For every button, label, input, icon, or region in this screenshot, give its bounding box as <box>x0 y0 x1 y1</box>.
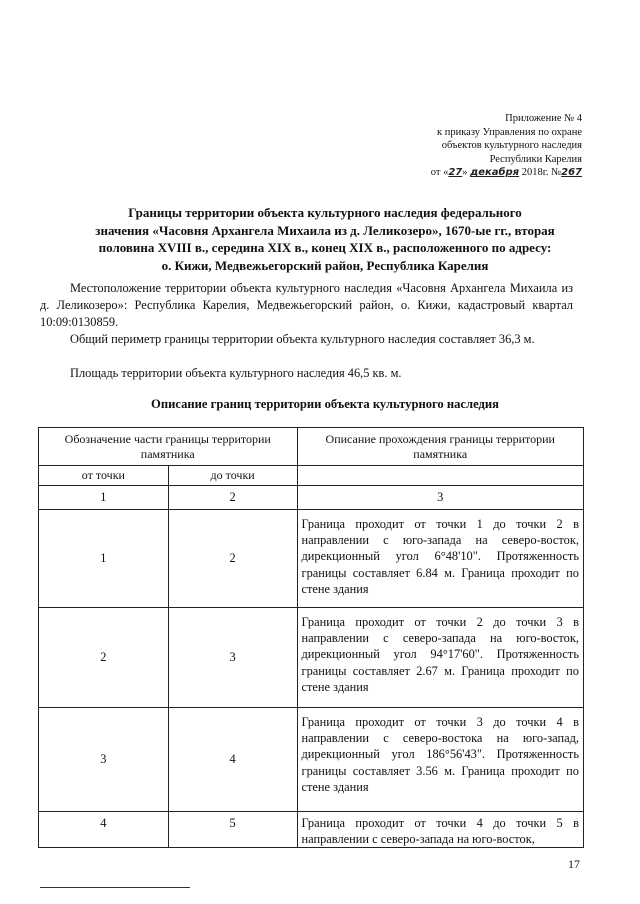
boundary-description: Граница проходит от точки 2 до точки 3 в направлении с северо-запада на юго-восток, дирекционный угол 94°17'60". Протяженность границы составляет 2.67 м. Граница проходит по стене здания <box>297 608 584 708</box>
annex-header <box>322 112 582 180</box>
location-text: Местоположение территории объекта культурного наследия «Часовня Архангела Михаила из д. Леликозеро»: Республика Карелия, Медвежьегорский район, о. Кижи, кадастровый квартал 10:09:0130859. <box>40 281 573 329</box>
table-header-row <box>39 428 584 466</box>
handwritten-month: декабря <box>470 167 520 179</box>
page-number: 17 <box>568 857 580 871</box>
date-sep: » <box>462 167 468 179</box>
header-right: Описание прохождения границы территории памятника <box>297 428 584 466</box>
section-title: Описание границ территории объекта культурного наследия <box>151 397 499 411</box>
table-row <box>39 812 584 848</box>
title-line: Границы территории объекта культурного наследия федерального <box>128 205 522 220</box>
annex-line: объектов культурного наследия <box>441 140 582 152</box>
title-line: о. Кижи, Медвежьегорский район, Республика Карелия <box>161 257 489 273</box>
to-point: 3 <box>168 608 297 708</box>
area-paragraph <box>40 365 573 382</box>
from-point: 1 <box>39 510 169 608</box>
area-text: Площадь территории объекта культурного наследия 46,5 кв. м. <box>70 366 402 380</box>
table-row <box>39 708 584 812</box>
from-point: 4 <box>39 812 169 848</box>
col-to-header: до точки <box>168 466 297 486</box>
handwritten-number: 267 <box>561 167 582 179</box>
boundary-table <box>38 427 584 848</box>
from-point: 2 <box>39 608 169 708</box>
table-row <box>39 608 584 708</box>
annex-line: Приложение № 4 <box>505 113 582 124</box>
col-number: 2 <box>168 486 297 510</box>
table-row <box>39 510 584 608</box>
table-number-row <box>39 486 584 510</box>
header-left: Обозначение части границы территории памятника <box>39 428 298 466</box>
col-number: 1 <box>39 486 169 510</box>
date-prefix: от « <box>430 167 449 179</box>
to-point: 4 <box>168 708 297 812</box>
title-line: половина XVIII в., середина XIX в., конец XIX в., расположенного по адресу: <box>98 240 552 255</box>
document-title <box>40 204 610 274</box>
empty-header-cell <box>297 466 584 486</box>
footer-rule <box>40 887 190 888</box>
annex-line: к приказу Управления по охране <box>437 126 582 138</box>
location-paragraph <box>40 280 573 331</box>
date-year: 2018г. № <box>521 167 562 179</box>
perimeter-text: Общий периметр границы территории объекта культурного наследия составляет 36,3 м. <box>70 332 535 346</box>
col-from-header: от точки <box>39 466 169 486</box>
title-line: значения «Часовня Архангела Михаила из д. Леликозеро», 1670-ые гг., вторая <box>95 222 555 238</box>
col-number: 3 <box>297 486 584 510</box>
to-point: 2 <box>168 510 297 608</box>
annex-date-line <box>322 166 582 180</box>
boundary-description: Граница проходит от точки 1 до точки 2 в направлении с юго-запада на северо-восток, дирекционный угол 6°48'10". Протяженность границы составляет 6.84 м. Граница проходит по стене здания <box>297 510 584 608</box>
from-point: 3 <box>39 708 169 812</box>
annex-line: Республики Карелия <box>489 153 582 165</box>
boundary-description: Граница проходит от точки 3 до точки 4 в направлении с северо-востока на юго-запад, дирекционный угол 186°56'43". Протяженность границы составляет 3.56 м. Граница проходит по стене здания <box>297 708 584 812</box>
perimeter-paragraph <box>40 331 573 348</box>
to-point: 5 <box>168 812 297 848</box>
handwritten-day: 27 <box>448 167 463 179</box>
boundary-description: Граница проходит от точки 4 до точки 5 в направлении с северо-запада на юго-восток, <box>297 812 584 848</box>
table-subheader-row <box>39 466 584 486</box>
